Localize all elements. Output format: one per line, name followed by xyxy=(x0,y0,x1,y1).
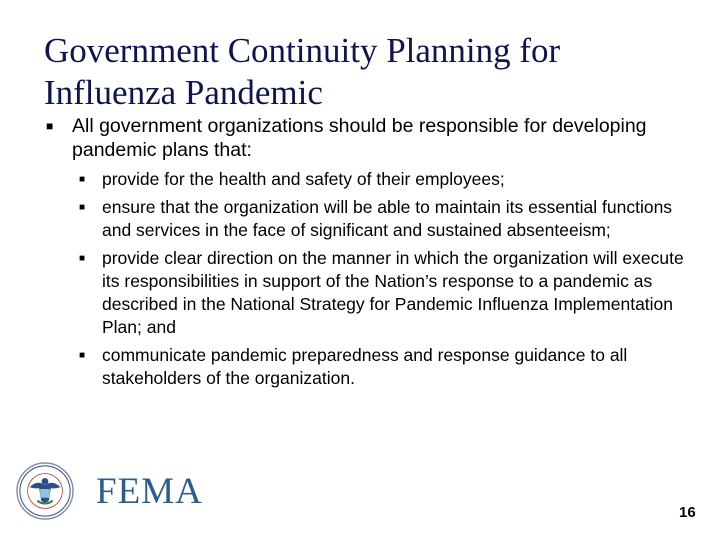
bullet-square-icon: ■ xyxy=(79,253,86,264)
sub-bullet xyxy=(79,196,696,242)
page-number: 16 xyxy=(679,504,696,521)
sub-bullet xyxy=(79,168,696,191)
bullet-square-icon: ■ xyxy=(79,174,86,185)
main-bullet xyxy=(46,114,696,162)
sub-bullet-text: communicate pandemic preparedness and response guidance to all stakeholders of the organization. xyxy=(102,345,628,388)
slide-body xyxy=(46,114,696,395)
sub-bullet-text: provide clear direction on the manner in which the organization will execute its responsibilities in support of the Nation’s response to a pandemic as described in the National Strategy for Pandemic Influenza Implementation Plan; and xyxy=(102,248,684,337)
fema-logo xyxy=(16,462,203,520)
sub-bullet-text: ensure that the organization will be able to maintain its essential functions and services in the face of significant and sustained absenteeism; xyxy=(102,197,673,240)
sub-bullet xyxy=(79,247,696,339)
dhs-seal-icon xyxy=(16,462,74,520)
sub-bullet-list xyxy=(46,168,696,390)
bullet-square-icon: ■ xyxy=(79,350,86,361)
bullet-square-icon: ■ xyxy=(46,119,54,133)
slide-title: Government Continuity Planning for Influenza Pandemic xyxy=(44,31,561,112)
main-bullet-text: All government organizations should be responsible for developing pandemic plans that: xyxy=(72,115,647,161)
fema-wordmark: FEMA xyxy=(96,470,203,512)
sub-bullet xyxy=(79,344,696,390)
bullet-square-icon: ■ xyxy=(79,202,86,213)
sub-bullet-text: provide for the health and safety of their employees; xyxy=(102,169,505,189)
